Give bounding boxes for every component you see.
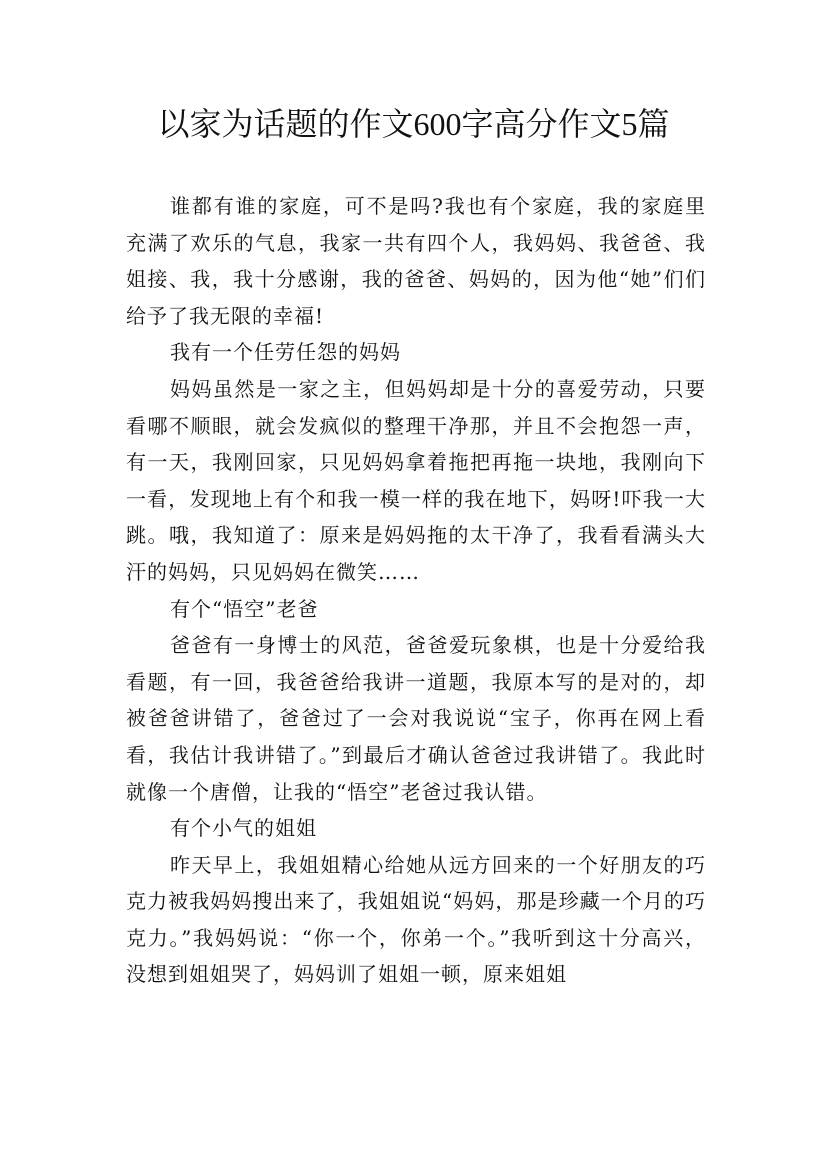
document-title: 以家为话题的作文600字高分作文5篇 [157,106,670,142]
section-heading-sister: 有个小气的姐姐 [170,816,317,841]
paragraph-father: 爸爸有一身博士的风范，爸爸爱玩象棋，也是十分爱给我看题，有一回，我爸爸给我讲一道题，我原本写的是对的，却被爸爸讲错了，爸爸过了一会对我说说“宝子，你再在网上看看，我估计我讲错了。”到最后才确认爸爸过我讲错了。我此时就像一个唐僧，让我的“悟空”老爸过我认错。 [126,633,706,804]
section-heading-father: 有个“悟空”老爸 [170,596,319,621]
section-heading-mother: 我有一个任劳任怨的妈妈 [170,340,401,365]
paragraph-sister: 昨天早上，我姐姐精心给她从远方回来的一个好朋友的巧克力被我妈妈搜出来了，我姐姐说“妈妈，那是珍藏一个月的巧克力。”我妈妈说：“你一个，你弟一个。”我听到这十分高兴，没想到姐姐哭了，妈妈训了姐姐一顿，原来姐姐 [126,852,706,987]
paragraph-mother: 妈妈虽然是一家之主，但妈妈却是十分的喜爱劳动，只要看哪不顺眼，就会发疯似的整理干净那，并且不会抱怨一声，有一天，我刚回家，只见妈妈拿着拖把再拖一块地，我刚向下一看，发现地上有个和我一模一样的我在地下，妈呀!吓我一大跳。哦，我知道了：原来是妈妈拖的太干净了，我看看满头大汗的妈妈，只见妈妈在微笑…… [126,376,706,584]
paragraph-intro: 谁都有谁的家庭，可不是吗?我也有个家庭，我的家庭里充满了欢乐的气息，我家一共有四个人，我妈妈、我爸爸、我姐接、我，我十分感谢，我的爸爸、妈妈的，因为他“她”们们给予了我无限的幸福! [126,194,706,328]
document-body [126,188,706,993]
